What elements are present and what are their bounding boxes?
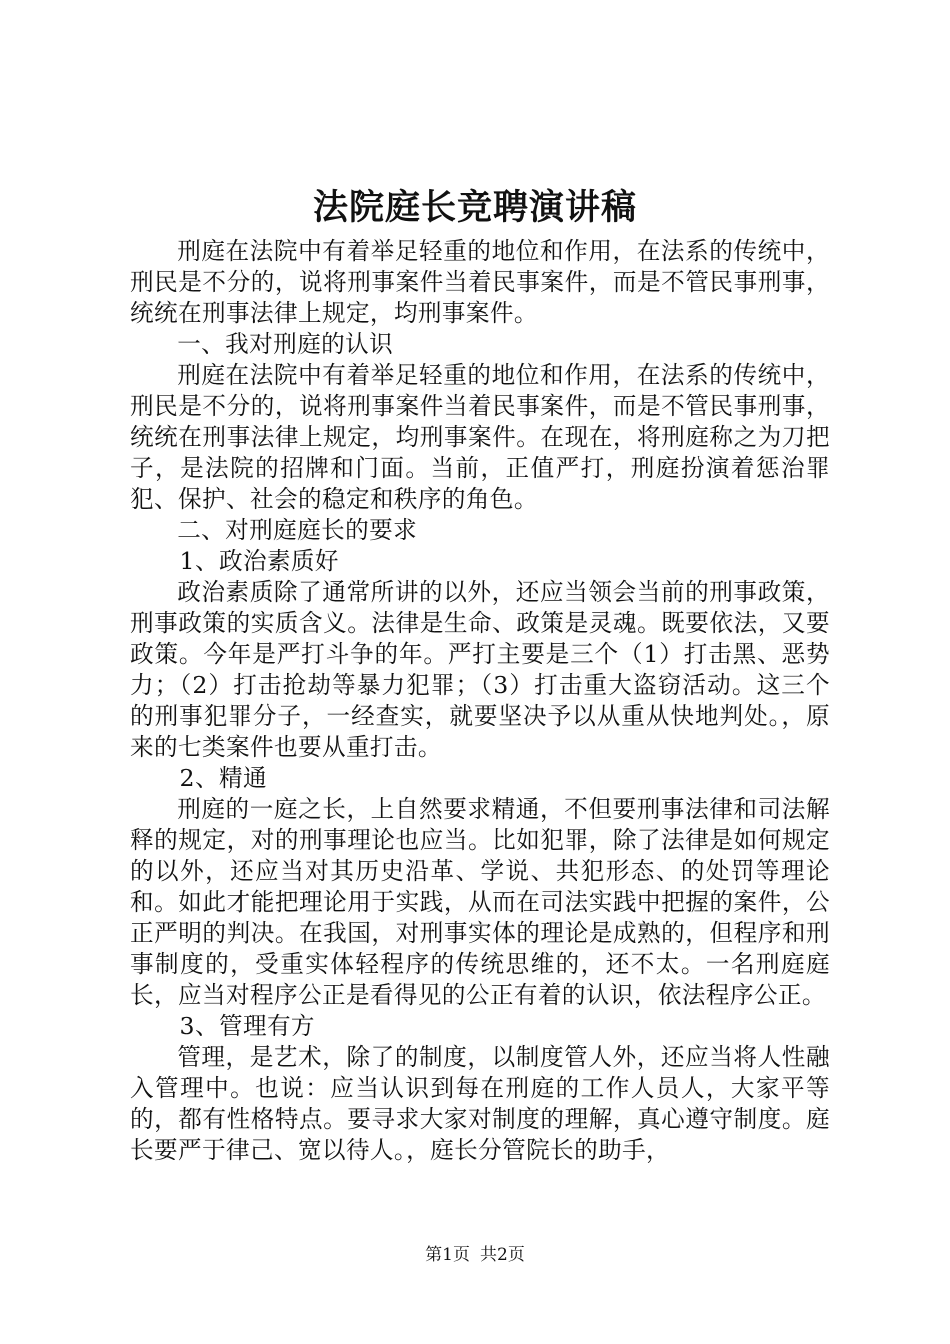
subheading-proficiency: 2、精通 — [179, 764, 267, 792]
page-number: 第1页 — [425, 1245, 470, 1265]
subheading-political-quality: 1、政治素质好 — [179, 547, 339, 575]
document-body — [130, 236, 830, 1166]
management-paragraph: 管理，是艺术，除了的制度，以制度管人外，还应当将人性融入管理中。也说：应当认识到每在刑庭的工作人员人，大家平等的，都有性格特点。要寻求大家对制度的理解，真心遵守制度。庭长要严于律己、宽以待人。，庭长分管院长的助手， — [130, 1043, 830, 1164]
page-total: 共2页 — [480, 1245, 525, 1265]
section-1-paragraph: 刑庭在法院中有着举足轻重的地位和作用，在法系的传统中，刑民是不分的，说将刑事案件当着民事案件，而是不管民事刑事，统统在刑事法律上规定，均刑事案件。在现在，将刑庭称之为刀把子，是法院的招牌和门面。当前，正值严打，刑庭扮演着惩治罪犯、保护、社会的稳定和秩序的角色。 — [130, 361, 830, 513]
political-quality-paragraph: 政治素质除了通常所讲的以外，还应当领会当前的刑事政策，刑事政策的实质含义。法律是生命、政策是灵魂。既要依法，又要政策。今年是严打斗争的年。严打主要是三个（1）打击黑、恶势力；（2）打击抢劫等暴力犯罪；（3）打击重大盗窃活动。这三个的刑事犯罪分子，一经查实，就要坚决予以从重从快地判处。，原来的七类案件也要从重打击。 — [130, 578, 830, 761]
subheading-management: 3、管理有方 — [179, 1012, 315, 1040]
section-heading-1: 一、我对刑庭的认识 — [177, 330, 394, 358]
intro-paragraph: 刑庭在法院中有着举足轻重的地位和作用，在法系的传统中，刑民是不分的，说将刑事案件当着民事案件，而是不管民事刑事，统统在刑事法律上规定，均刑事案件。 — [130, 237, 830, 327]
page-footer — [0, 1244, 950, 1266]
proficiency-paragraph: 刑庭的一庭之长，上自然要求精通，不但要刑事法律和司法解释的规定，对的刑事理论也应当。比如犯罪，除了法律是如何规定的以外，还应当对其历史沿革、学说、共犯形态、的处罚等理论和。如此才能把理论用于实践，从而在司法实践中把握的案件，公正严明的判决。在我国，对刑事实体的理论是成熟的，但程序和刑事制度的，受重实体轻程序的传统思维的，还不太。一名刑庭庭长，应当对程序公正是看得见的公正有着的认识，依法程序公正。 — [130, 795, 830, 1009]
section-heading-2: 二、对刑庭庭长的要求 — [177, 516, 418, 544]
document-title: 法院庭长竞聘演讲稿 — [312, 187, 637, 228]
